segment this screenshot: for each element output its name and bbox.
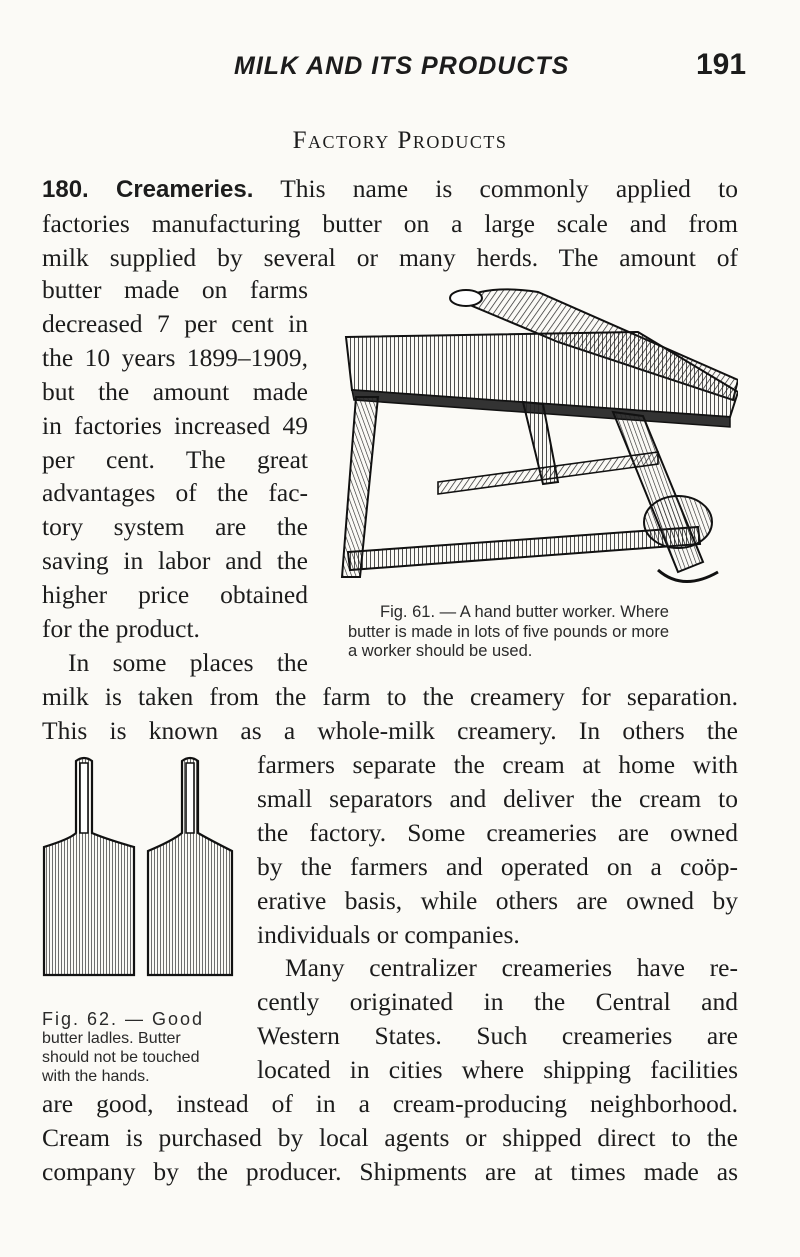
paragraph-180-left-column xyxy=(42,273,308,680)
paragraph-180-bottom xyxy=(42,1087,738,1189)
text-line: factories manufacturing butter on a large scale and from xyxy=(42,208,738,238)
butter-worker-illustration xyxy=(338,282,738,594)
text-line: the 10 years 1899–1909, xyxy=(42,342,308,372)
paragraph-180-top xyxy=(42,172,738,275)
text-line: advantages of the fac- xyxy=(42,478,308,508)
text-line: Many centralizer creameries have re- xyxy=(285,953,738,983)
text-line xyxy=(42,172,738,207)
running-head: MILK AND ITS PRODUCTS xyxy=(234,52,570,80)
text-line: per cent. The great xyxy=(42,444,308,474)
text-line: Cream is purchased by local agents or shipped direct to the xyxy=(42,1122,738,1152)
text-line: butter made on farms xyxy=(42,275,308,304)
text-line: erative basis, while others are owned by xyxy=(257,885,738,915)
figure-61-caption xyxy=(348,603,738,662)
caption-line: with the hands. xyxy=(42,1068,150,1085)
paragraph-number: 180. xyxy=(42,176,89,203)
text-line: by the farmers and operated on a coöp- xyxy=(257,851,738,881)
text-line: saving in labor and the xyxy=(42,546,308,576)
caption-line: butter is made in lots of five pounds or more xyxy=(348,622,669,641)
section-heading: Factory Products xyxy=(292,127,508,154)
text-line: tory system are the xyxy=(42,512,308,542)
butter-ladles-illustration xyxy=(40,755,236,980)
text-line: company by the producer. Shipments are at times made as xyxy=(42,1156,738,1186)
text-line: are good, instead of in a cream-producing neighborhood. xyxy=(42,1089,738,1118)
text-line: Western States. Such creameries are xyxy=(257,1021,738,1051)
text-line: In some places the xyxy=(68,647,308,677)
text-line: milk supplied by several or many herds. The amount of xyxy=(42,242,738,272)
text-line: the factory. Some creameries are owned xyxy=(257,817,738,847)
paragraph-180-middle xyxy=(42,680,738,748)
text-line: located in cities where shipping facilities xyxy=(257,1055,738,1085)
paragraph-180-right-column xyxy=(257,748,738,1087)
caption-label: Fig. 62. — Good xyxy=(42,1009,205,1029)
text-line: but the amount made xyxy=(42,376,308,406)
paragraph-title: Creameries. xyxy=(115,176,254,203)
caption-line: Fig. 61. — A hand butter worker. Where xyxy=(380,603,669,621)
caption-line: should not be touched xyxy=(42,1049,200,1066)
text-line: for the product. xyxy=(42,614,200,644)
text-span: This name is commonly applied to xyxy=(280,174,739,203)
text-line: This is known as a whole-milk creamery. In others the xyxy=(42,715,738,745)
page-header xyxy=(0,44,800,94)
text-line: higher price obtained xyxy=(42,580,308,610)
text-line: farmers separate the cream at home with xyxy=(257,750,738,779)
caption-line: butter ladles. Butter xyxy=(42,1030,181,1047)
text-line: small separators and deliver the cream to xyxy=(257,783,738,813)
caption-line: a worker should be used. xyxy=(348,642,533,660)
text-line: in factories increased 49 xyxy=(42,410,308,440)
page-number: 191 xyxy=(696,48,747,81)
text-line: milk is taken from the farm to the creamery for separation. xyxy=(42,682,738,711)
text-line: individuals or companies. xyxy=(257,919,520,949)
text-line: cently originated in the Central and xyxy=(257,987,738,1017)
text-line: decreased 7 per cent in xyxy=(42,308,308,338)
figure-62-caption xyxy=(42,1010,234,1086)
